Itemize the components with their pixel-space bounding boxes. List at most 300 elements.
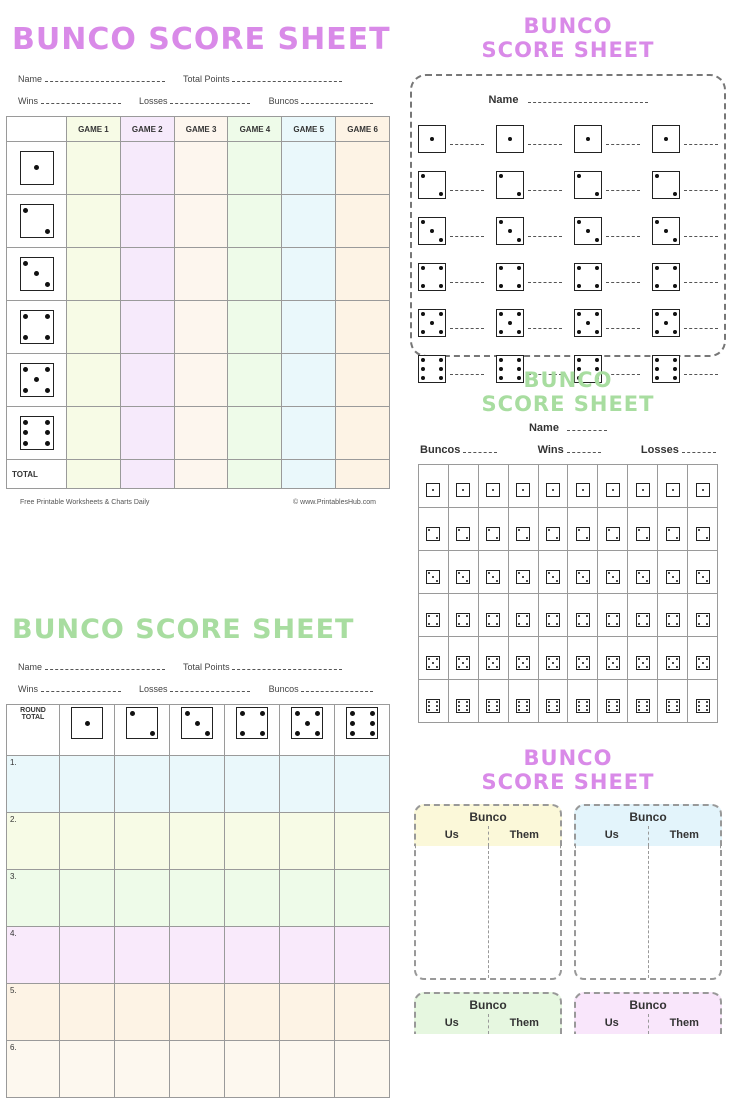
dice-6-icon [636, 699, 650, 713]
tally-blank[interactable] [606, 318, 640, 329]
dice-tally-cell[interactable] [574, 263, 640, 291]
score-cell[interactable] [170, 813, 225, 870]
score-cell[interactable] [336, 248, 390, 301]
tally-blank[interactable] [606, 134, 640, 145]
score-cell[interactable] [336, 301, 390, 354]
score-cell[interactable] [174, 407, 228, 460]
dice-2-icon [126, 707, 158, 739]
score-cell[interactable] [67, 407, 121, 460]
us-column[interactable] [576, 846, 649, 978]
score-cell[interactable] [228, 142, 282, 195]
dice-tally-cell[interactable] [658, 594, 688, 637]
total-cell[interactable] [174, 460, 228, 489]
dice-tally-cell[interactable] [496, 309, 562, 337]
table-row [7, 756, 390, 813]
dice-tally-cell[interactable] [628, 637, 658, 680]
dice-3-icon [456, 570, 470, 584]
score-cell[interactable] [170, 984, 225, 1041]
label-losses: Losses [139, 684, 168, 694]
dice-6-icon [666, 699, 680, 713]
tally-blank[interactable] [528, 180, 562, 191]
dice-tally-cell[interactable] [538, 680, 568, 723]
dice-tally-cell[interactable] [574, 217, 640, 245]
dice-1-icon [576, 483, 590, 497]
dice-tally-cell[interactable] [496, 217, 562, 245]
dice-tally-cell[interactable] [478, 551, 508, 594]
dice-5-icon [666, 656, 680, 670]
dice-tally-cell[interactable] [598, 637, 628, 680]
dice-tally-cell[interactable] [478, 594, 508, 637]
round-label: 1. [7, 756, 60, 813]
dice-tally-cell[interactable] [418, 217, 484, 245]
card-header [574, 992, 722, 1034]
dice-6-icon [546, 699, 560, 713]
score-cell[interactable] [335, 756, 390, 813]
stat-losses: Losses [641, 442, 716, 456]
score-cell[interactable] [115, 1041, 170, 1098]
dice-row [412, 300, 724, 346]
score-cell[interactable] [280, 756, 335, 813]
dice-tally-cell[interactable] [568, 508, 598, 551]
score-cell[interactable] [60, 756, 115, 813]
score-cell[interactable] [335, 984, 390, 1041]
score-cell[interactable] [60, 870, 115, 927]
losses-blank[interactable] [170, 93, 250, 104]
dice-tally-cell[interactable] [478, 465, 508, 508]
dice-4-icon [652, 263, 680, 291]
score-cell[interactable] [280, 984, 335, 1041]
dice-tally-cell[interactable] [418, 263, 484, 291]
name-blank[interactable] [45, 71, 165, 82]
tally-blank[interactable] [450, 180, 484, 191]
score-cell[interactable] [170, 756, 225, 813]
dice-tally-cell[interactable] [448, 465, 478, 508]
score-cell[interactable] [225, 813, 280, 870]
score-cell[interactable] [335, 1041, 390, 1098]
table-row [7, 407, 390, 460]
table-row [7, 813, 390, 870]
dice-tally-cell[interactable] [419, 465, 449, 508]
score-cell[interactable] [115, 984, 170, 1041]
dice-tally-cell[interactable] [419, 551, 449, 594]
dice-tally-cell[interactable] [568, 637, 598, 680]
dice-tally-cell[interactable] [508, 680, 538, 723]
dice-2-icon [574, 171, 602, 199]
score-cell[interactable] [225, 984, 280, 1041]
dice-tally-cell[interactable] [419, 680, 449, 723]
dice-6-icon [20, 416, 54, 450]
dice-5-icon [606, 656, 620, 670]
dice-tally-cell[interactable] [538, 594, 568, 637]
dice-2-icon [426, 527, 440, 541]
label-name: Name [18, 74, 43, 84]
dice-tally-cell[interactable] [658, 551, 688, 594]
dice-tally-cell[interactable] [508, 637, 538, 680]
table-row [7, 142, 390, 195]
dice-row [412, 254, 724, 300]
us-label: Us [416, 826, 489, 846]
score-cell[interactable] [228, 354, 282, 407]
tally-blank[interactable] [528, 318, 562, 329]
us-column[interactable] [416, 846, 489, 978]
score-cell[interactable] [225, 756, 280, 813]
dice-2-icon [456, 527, 470, 541]
tally-blank[interactable] [450, 134, 484, 145]
label-name: Name [488, 94, 519, 106]
dice-tally-cell[interactable] [448, 551, 478, 594]
label-total-points: Total Points [183, 74, 230, 84]
score-cell[interactable] [282, 301, 336, 354]
dice-tally-cell[interactable] [538, 465, 568, 508]
score-cell[interactable] [67, 195, 121, 248]
panel-us-them-cards [400, 736, 736, 1104]
dice-5-icon [456, 656, 470, 670]
dice-2-icon [496, 171, 524, 199]
score-cell[interactable] [120, 248, 174, 301]
dice-tally-cell[interactable] [688, 594, 718, 637]
dice-4-icon [546, 613, 560, 627]
buncos-blank[interactable] [301, 681, 373, 692]
dice-5-icon [652, 309, 680, 337]
dice-tally-cell[interactable] [538, 551, 568, 594]
panel-dashed-dice-card [400, 0, 736, 370]
dice-4-icon [418, 263, 446, 291]
table-row [7, 984, 390, 1041]
panel5-title-line2: SCORE SHEET [481, 770, 655, 795]
tally-blank[interactable] [606, 272, 640, 283]
dice-tally-cell[interactable] [574, 309, 640, 337]
dice-tally-cell[interactable] [478, 508, 508, 551]
dice-4-icon [516, 613, 530, 627]
dice-tally-cell[interactable] [478, 680, 508, 723]
tally-blank[interactable] [684, 226, 718, 237]
score-cell[interactable] [170, 927, 225, 984]
dice-tally-cell[interactable] [418, 125, 484, 153]
dice-2-icon [546, 527, 560, 541]
column-header-2: GAME 2 [120, 117, 174, 142]
dice-tally-cell[interactable] [688, 637, 718, 680]
tally-blank[interactable] [684, 272, 718, 283]
dice-4-icon [20, 310, 54, 344]
tally-blank[interactable] [684, 318, 718, 329]
dice-2-icon [576, 527, 590, 541]
dice-tally-cell[interactable] [652, 217, 718, 245]
score-cell[interactable] [60, 813, 115, 870]
us-label: Us [416, 1014, 489, 1034]
panel-purple-game-grid [0, 0, 396, 590]
table-row [419, 465, 718, 508]
total-cell[interactable] [120, 460, 174, 489]
tally-blank[interactable] [606, 180, 640, 191]
panel5-title [400, 746, 736, 794]
score-cell[interactable] [336, 195, 390, 248]
dice-tally-cell[interactable] [538, 637, 568, 680]
tally-blank[interactable] [684, 134, 718, 145]
tally-blank[interactable] [528, 272, 562, 283]
dice-tally-cell[interactable] [496, 125, 562, 153]
label-name: Name [18, 662, 43, 672]
dice-4-icon [236, 707, 268, 739]
dice-tally-cell[interactable] [448, 508, 478, 551]
dice-tally-cell[interactable] [418, 171, 484, 199]
dice-tally-cell[interactable] [574, 171, 640, 199]
dice-tally-cell[interactable] [568, 465, 598, 508]
score-cell[interactable] [282, 142, 336, 195]
label-total-points: Total Points [183, 662, 230, 672]
panel3-tally-table [418, 464, 718, 723]
score-cell[interactable] [335, 870, 390, 927]
dice-tally-cell[interactable] [598, 551, 628, 594]
total-cell[interactable] [282, 460, 336, 489]
us-label: Us [576, 826, 649, 846]
score-cell[interactable] [170, 870, 225, 927]
dice-tally-cell[interactable] [508, 508, 538, 551]
dice-tally-cell[interactable] [448, 680, 478, 723]
dice-tally-cell[interactable] [508, 465, 538, 508]
dice-2-icon [486, 527, 500, 541]
score-cell[interactable] [60, 927, 115, 984]
dice-tally-cell[interactable] [568, 680, 598, 723]
total-row [7, 460, 390, 489]
score-cell[interactable] [67, 301, 121, 354]
dice-tally-cell[interactable] [419, 508, 449, 551]
dice-1-icon [516, 483, 530, 497]
score-cell[interactable] [115, 870, 170, 927]
dice-tally-cell[interactable] [419, 637, 449, 680]
wins-blank[interactable] [41, 681, 121, 692]
dice-tally-cell[interactable] [658, 465, 688, 508]
dice-tally-cell[interactable] [598, 680, 628, 723]
score-cell[interactable] [60, 1041, 115, 1098]
dice-tally-cell[interactable] [419, 594, 449, 637]
dice-tally-cell[interactable] [658, 508, 688, 551]
dice-tally-cell[interactable] [508, 551, 538, 594]
dice-tally-cell[interactable] [448, 594, 478, 637]
score-cell[interactable] [115, 927, 170, 984]
score-cell[interactable] [228, 407, 282, 460]
card-body [574, 846, 722, 980]
dice-1-icon [606, 483, 620, 497]
dice-3-icon [652, 217, 680, 245]
header-dice-6 [335, 705, 390, 756]
dice-tally-cell[interactable] [568, 594, 598, 637]
dice-tally-cell[interactable] [598, 594, 628, 637]
them-column[interactable] [649, 846, 721, 978]
dice-tally-cell[interactable] [628, 680, 658, 723]
name-blank[interactable] [567, 420, 607, 431]
score-cell[interactable] [60, 984, 115, 1041]
tally-blank[interactable] [450, 226, 484, 237]
dice-tally-cell[interactable] [478, 637, 508, 680]
score-cell[interactable] [120, 407, 174, 460]
panel2-card [410, 74, 726, 357]
wins-blank[interactable] [41, 93, 121, 104]
total-points-blank[interactable] [232, 71, 342, 82]
score-cell[interactable] [228, 301, 282, 354]
panel5-title-line1: BUNCO [523, 746, 613, 770]
tally-blank[interactable] [606, 226, 640, 237]
score-cell[interactable] [120, 301, 174, 354]
score-cell[interactable] [115, 813, 170, 870]
dice-2-icon [652, 171, 680, 199]
dice-5-icon [20, 363, 54, 397]
score-cell[interactable] [280, 813, 335, 870]
dice-3-icon [546, 570, 560, 584]
panel1-row-name [18, 71, 396, 84]
score-cell[interactable] [280, 1041, 335, 1098]
row-dice-cell [7, 195, 67, 248]
score-cell[interactable] [336, 142, 390, 195]
score-cell[interactable] [174, 142, 228, 195]
table-row [7, 1041, 390, 1098]
score-cell[interactable] [67, 142, 121, 195]
total-cell[interactable] [67, 460, 121, 489]
score-cell[interactable] [120, 142, 174, 195]
dice-tally-cell[interactable] [652, 263, 718, 291]
tally-blank[interactable] [528, 226, 562, 237]
total-cell[interactable] [228, 460, 282, 489]
dice-5-icon [574, 309, 602, 337]
header-dice-2 [115, 705, 170, 756]
dice-tally-cell[interactable] [418, 309, 484, 337]
dice-1-icon [418, 125, 446, 153]
dice-2-icon [20, 204, 54, 238]
dice-tally-cell[interactable] [652, 171, 718, 199]
dice-3-icon [516, 570, 530, 584]
dice-tally-cell[interactable] [628, 508, 658, 551]
dice-tally-cell[interactable] [568, 551, 598, 594]
dice-5-icon [546, 656, 560, 670]
dice-tally-cell[interactable] [508, 594, 538, 637]
score-cell[interactable] [280, 870, 335, 927]
tally-blank[interactable] [684, 180, 718, 191]
dice-tally-cell[interactable] [574, 125, 640, 153]
score-cell[interactable] [225, 927, 280, 984]
dice-tally-cell[interactable] [628, 465, 658, 508]
them-column[interactable] [489, 846, 561, 978]
panel-green-round-total [0, 600, 396, 1104]
tally-blank[interactable] [450, 318, 484, 329]
dice-tally-cell[interactable] [658, 637, 688, 680]
row-dice-cell [7, 248, 67, 301]
score-cell[interactable] [174, 248, 228, 301]
buncos-blank[interactable] [301, 93, 373, 104]
dice-4-icon [574, 263, 602, 291]
tally-blank[interactable] [450, 272, 484, 283]
dice-3-icon [418, 217, 446, 245]
dice-3-icon [20, 257, 54, 291]
score-cell[interactable] [336, 407, 390, 460]
score-cell[interactable] [228, 195, 282, 248]
dice-tally-cell[interactable] [496, 263, 562, 291]
round-label: 6. [7, 1041, 60, 1098]
score-cell[interactable] [115, 756, 170, 813]
name-blank[interactable] [528, 92, 648, 103]
score-cell[interactable] [174, 354, 228, 407]
score-cell[interactable] [282, 354, 336, 407]
dice-4-icon [576, 613, 590, 627]
dice-6-icon [456, 699, 470, 713]
dice-4-icon [606, 613, 620, 627]
dice-1-icon [496, 125, 524, 153]
score-cell[interactable] [225, 1041, 280, 1098]
dice-tally-cell[interactable] [598, 465, 628, 508]
total-points-blank[interactable] [232, 659, 342, 670]
dice-tally-cell[interactable] [652, 309, 718, 337]
tally-blank[interactable] [528, 134, 562, 145]
dice-tally-cell[interactable] [538, 508, 568, 551]
dice-3-icon [181, 707, 213, 739]
dice-5-icon [696, 656, 710, 670]
panel3-title-line2: SCORE SHEET [481, 392, 655, 417]
dice-tally-cell[interactable] [688, 551, 718, 594]
round-label: 5. [7, 984, 60, 1041]
dice-tally-cell[interactable] [688, 508, 718, 551]
dice-5-icon [486, 656, 500, 670]
dice-tally-cell[interactable] [628, 594, 658, 637]
score-cell[interactable] [170, 1041, 225, 1098]
dice-3-icon [606, 570, 620, 584]
dice-4-icon [486, 613, 500, 627]
card-header [414, 992, 562, 1034]
score-cell[interactable] [228, 248, 282, 301]
dice-tally-cell[interactable] [496, 171, 562, 199]
score-cell[interactable] [120, 195, 174, 248]
score-cell[interactable] [282, 195, 336, 248]
us-them-card [414, 992, 562, 1034]
dice-tally-cell[interactable] [652, 125, 718, 153]
dice-3-icon [636, 570, 650, 584]
dice-tally-cell[interactable] [448, 637, 478, 680]
dice-5-icon [516, 656, 530, 670]
dice-1-icon [696, 483, 710, 497]
score-cell[interactable] [120, 354, 174, 407]
dice-tally-cell[interactable] [688, 465, 718, 508]
score-cell[interactable] [225, 870, 280, 927]
score-cell[interactable] [282, 248, 336, 301]
dice-2-icon [666, 527, 680, 541]
them-label: Them [669, 1017, 699, 1029]
score-cell[interactable] [282, 407, 336, 460]
losses-blank[interactable] [170, 681, 250, 692]
dice-tally-cell[interactable] [658, 680, 688, 723]
score-cell[interactable] [67, 248, 121, 301]
dice-3-icon [696, 570, 710, 584]
score-cell[interactable] [67, 354, 121, 407]
score-cell[interactable] [174, 301, 228, 354]
header-round-total: ROUND TOTAL [7, 705, 60, 756]
dice-1-icon [574, 125, 602, 153]
score-cell[interactable] [335, 927, 390, 984]
score-cell[interactable] [336, 354, 390, 407]
dice-4-icon [496, 263, 524, 291]
score-cell[interactable] [280, 927, 335, 984]
round-label: 4. [7, 927, 60, 984]
name-blank[interactable] [45, 659, 165, 670]
footer-right-text: © www.PrintablesHub.com [293, 499, 376, 506]
bunco-label: Bunco [469, 998, 507, 1012]
score-cell[interactable] [174, 195, 228, 248]
total-cell[interactable] [336, 460, 390, 489]
dice-tally-cell[interactable] [628, 551, 658, 594]
us-them-card [574, 992, 722, 1034]
dice-3-icon [666, 570, 680, 584]
dice-tally-cell[interactable] [598, 508, 628, 551]
dice-6-icon [516, 699, 530, 713]
score-cell[interactable] [335, 813, 390, 870]
dice-tally-cell[interactable] [688, 680, 718, 723]
panel4-title: BUNCO SCORE SHEET [12, 614, 355, 645]
